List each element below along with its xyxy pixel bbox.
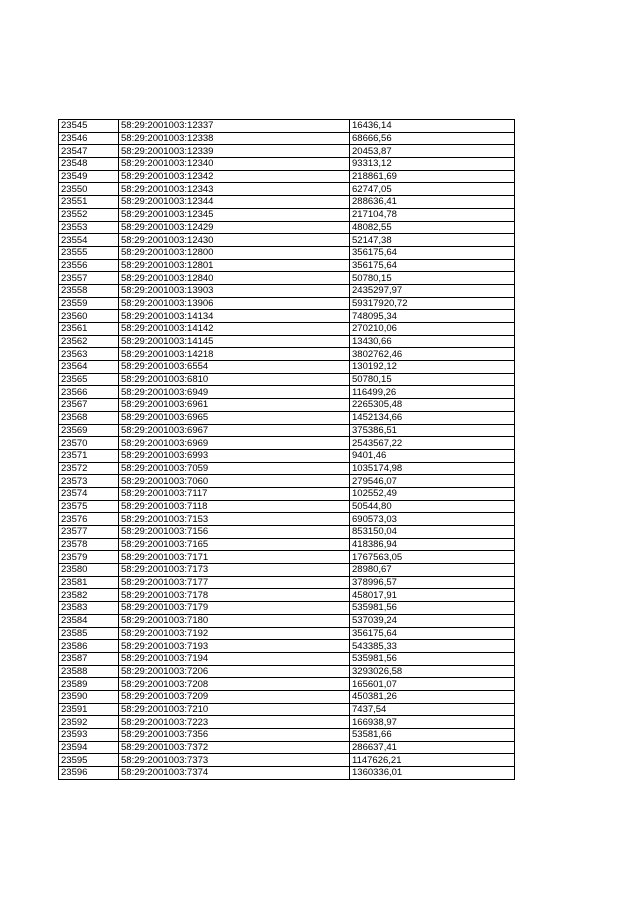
cadastral-number-cell: 58:29:2001003:6993: [119, 449, 350, 462]
table-row: [59, 729, 515, 742]
row-number-cell: 23565: [59, 373, 119, 386]
row-number-cell: 23558: [59, 284, 119, 297]
cadastral-number-cell: 58:29:2001003:12840: [119, 272, 350, 285]
value-cell: 1767563,05: [350, 551, 515, 564]
row-number-cell: 23553: [59, 221, 119, 234]
table-row: [59, 513, 515, 526]
value-cell: 1147626,21: [350, 754, 515, 767]
value-cell: 535981,56: [350, 602, 515, 615]
row-number-cell: 23585: [59, 627, 119, 640]
value-cell: 356175,64: [350, 246, 515, 259]
table-row: [59, 500, 515, 513]
row-number-cell: 23560: [59, 310, 119, 323]
table-row: [59, 373, 515, 386]
cadastral-number-cell: 58:29:2001003:13906: [119, 297, 350, 310]
data-table: [58, 119, 515, 780]
value-cell: 375386,51: [350, 424, 515, 437]
table-row: [59, 120, 515, 133]
value-cell: 3293026,58: [350, 665, 515, 678]
row-number-cell: 23572: [59, 462, 119, 475]
table-row: [59, 310, 515, 323]
table-row: [59, 754, 515, 767]
row-number-cell: 23582: [59, 589, 119, 602]
value-cell: 68666,56: [350, 132, 515, 145]
row-number-cell: 23595: [59, 754, 119, 767]
row-number-cell: 23591: [59, 703, 119, 716]
row-number-cell: 23552: [59, 208, 119, 221]
row-number-cell: 23568: [59, 411, 119, 424]
value-cell: 378996,57: [350, 576, 515, 589]
table-row: [59, 361, 515, 374]
cadastral-number-cell: 58:29:2001003:6969: [119, 437, 350, 450]
row-number-cell: 23592: [59, 716, 119, 729]
table-row: [59, 424, 515, 437]
row-number-cell: 23548: [59, 158, 119, 171]
cadastral-number-cell: 58:29:2001003:7372: [119, 741, 350, 754]
value-cell: 217104,78: [350, 208, 515, 221]
table-row: [59, 564, 515, 577]
value-cell: 48082,55: [350, 221, 515, 234]
row-number-cell: 23576: [59, 513, 119, 526]
cadastral-number-cell: 58:29:2001003:7165: [119, 538, 350, 551]
cadastral-number-cell: 58:29:2001003:12801: [119, 259, 350, 272]
value-cell: 270210,06: [350, 323, 515, 336]
cadastral-number-cell: 58:29:2001003:7208: [119, 678, 350, 691]
table-row: [59, 462, 515, 475]
row-number-cell: 23557: [59, 272, 119, 285]
table-row: [59, 411, 515, 424]
value-cell: 690573,03: [350, 513, 515, 526]
cadastral-number-cell: 58:29:2001003:7179: [119, 602, 350, 615]
value-cell: 28980,67: [350, 564, 515, 577]
table-row: [59, 652, 515, 665]
cadastral-number-cell: 58:29:2001003:12430: [119, 234, 350, 247]
value-cell: 748095,34: [350, 310, 515, 323]
row-number-cell: 23550: [59, 183, 119, 196]
row-number-cell: 23569: [59, 424, 119, 437]
value-cell: 53581,66: [350, 729, 515, 742]
value-cell: 279546,07: [350, 475, 515, 488]
table-row: [59, 716, 515, 729]
value-cell: 2265305,48: [350, 399, 515, 412]
table-row: [59, 576, 515, 589]
cadastral-number-cell: 58:29:2001003:12344: [119, 196, 350, 209]
value-cell: 166938,97: [350, 716, 515, 729]
table-row: [59, 526, 515, 539]
cadastral-number-cell: 58:29:2001003:7210: [119, 703, 350, 716]
table-row: [59, 158, 515, 171]
cadastral-number-cell: 58:29:2001003:7060: [119, 475, 350, 488]
row-number-cell: 23547: [59, 145, 119, 158]
row-number-cell: 23566: [59, 386, 119, 399]
row-number-cell: 23583: [59, 602, 119, 615]
row-number-cell: 23596: [59, 767, 119, 780]
value-cell: 286637,41: [350, 741, 515, 754]
row-number-cell: 23575: [59, 500, 119, 513]
row-number-cell: 23594: [59, 741, 119, 754]
cadastral-number-cell: 58:29:2001003:12338: [119, 132, 350, 145]
value-cell: 102552,49: [350, 487, 515, 500]
row-number-cell: 23588: [59, 665, 119, 678]
table-row: [59, 335, 515, 348]
row-number-cell: 23564: [59, 361, 119, 374]
row-number-cell: 23577: [59, 526, 119, 539]
table-row: [59, 690, 515, 703]
value-cell: 2543567,22: [350, 437, 515, 450]
cadastral-number-cell: 58:29:2001003:7153: [119, 513, 350, 526]
row-number-cell: 23554: [59, 234, 119, 247]
row-number-cell: 23567: [59, 399, 119, 412]
value-cell: 535981,56: [350, 652, 515, 665]
row-number-cell: 23573: [59, 475, 119, 488]
cadastral-number-cell: 58:29:2001003:7173: [119, 564, 350, 577]
cadastral-number-cell: 58:29:2001003:12343: [119, 183, 350, 196]
value-cell: 218861,69: [350, 170, 515, 183]
row-number-cell: 23561: [59, 323, 119, 336]
table-row: [59, 665, 515, 678]
cadastral-number-cell: 58:29:2001003:7194: [119, 652, 350, 665]
table-row: [59, 145, 515, 158]
table-row: [59, 208, 515, 221]
table-row: [59, 703, 515, 716]
cadastral-number-cell: 58:29:2001003:7192: [119, 627, 350, 640]
table-row: [59, 627, 515, 640]
table-row: [59, 196, 515, 209]
cadastral-number-cell: 58:29:2001003:12429: [119, 221, 350, 234]
cadastral-number-cell: 58:29:2001003:6965: [119, 411, 350, 424]
cadastral-number-cell: 58:29:2001003:7156: [119, 526, 350, 539]
value-cell: 50544,80: [350, 500, 515, 513]
row-number-cell: 23580: [59, 564, 119, 577]
row-number-cell: 23593: [59, 729, 119, 742]
cadastral-number-cell: 58:29:2001003:6810: [119, 373, 350, 386]
table-row: [59, 259, 515, 272]
row-number-cell: 23574: [59, 487, 119, 500]
table-row: [59, 741, 515, 754]
value-cell: 50780,15: [350, 373, 515, 386]
table-row: [59, 640, 515, 653]
value-cell: 288636,41: [350, 196, 515, 209]
cadastral-number-cell: 58:29:2001003:7206: [119, 665, 350, 678]
value-cell: 50780,15: [350, 272, 515, 285]
value-cell: 9401,46: [350, 449, 515, 462]
value-cell: 7437,54: [350, 703, 515, 716]
table-row: [59, 678, 515, 691]
table-row: [59, 386, 515, 399]
cadastral-number-cell: 58:29:2001003:12339: [119, 145, 350, 158]
table-row: [59, 589, 515, 602]
cadastral-number-cell: 58:29:2001003:7117: [119, 487, 350, 500]
value-cell: 116499,26: [350, 386, 515, 399]
cadastral-number-cell: 58:29:2001003:7223: [119, 716, 350, 729]
row-number-cell: 23586: [59, 640, 119, 653]
table-row: [59, 132, 515, 145]
cadastral-number-cell: 58:29:2001003:13903: [119, 284, 350, 297]
cadastral-number-cell: 58:29:2001003:7171: [119, 551, 350, 564]
row-number-cell: 23570: [59, 437, 119, 450]
row-number-cell: 23545: [59, 120, 119, 133]
cadastral-number-cell: 58:29:2001003:7059: [119, 462, 350, 475]
cadastral-number-cell: 58:29:2001003:7177: [119, 576, 350, 589]
cadastral-number-cell: 58:29:2001003:7356: [119, 729, 350, 742]
value-cell: 543385,33: [350, 640, 515, 653]
value-cell: 458017,91: [350, 589, 515, 602]
row-number-cell: 23590: [59, 690, 119, 703]
value-cell: 2435297,97: [350, 284, 515, 297]
value-cell: 3802762,46: [350, 348, 515, 361]
value-cell: 165601,07: [350, 678, 515, 691]
row-number-cell: 23556: [59, 259, 119, 272]
value-cell: 59317920,72: [350, 297, 515, 310]
row-number-cell: 23549: [59, 170, 119, 183]
row-number-cell: 23579: [59, 551, 119, 564]
value-cell: 93313,12: [350, 158, 515, 171]
cadastral-number-cell: 58:29:2001003:6554: [119, 361, 350, 374]
table-row: [59, 449, 515, 462]
cadastral-number-cell: 58:29:2001003:7374: [119, 767, 350, 780]
cadastral-number-cell: 58:29:2001003:12342: [119, 170, 350, 183]
value-cell: 853150,04: [350, 526, 515, 539]
cadastral-number-cell: 58:29:2001003:14134: [119, 310, 350, 323]
cadastral-number-cell: 58:29:2001003:12337: [119, 120, 350, 133]
cadastral-number-cell: 58:29:2001003:12800: [119, 246, 350, 259]
row-number-cell: 23562: [59, 335, 119, 348]
table-row: [59, 170, 515, 183]
table-row: [59, 602, 515, 615]
row-number-cell: 23571: [59, 449, 119, 462]
cadastral-number-cell: 58:29:2001003:7178: [119, 589, 350, 602]
row-number-cell: 23559: [59, 297, 119, 310]
cadastral-number-cell: 58:29:2001003:7209: [119, 690, 350, 703]
row-number-cell: 23578: [59, 538, 119, 551]
table-row: [59, 183, 515, 196]
table-row: [59, 399, 515, 412]
row-number-cell: 23584: [59, 614, 119, 627]
value-cell: 130192,12: [350, 361, 515, 374]
cadastral-number-cell: 58:29:2001003:7118: [119, 500, 350, 513]
cadastral-number-cell: 58:29:2001003:12345: [119, 208, 350, 221]
cadastral-number-cell: 58:29:2001003:12340: [119, 158, 350, 171]
value-cell: 16436,14: [350, 120, 515, 133]
table-row: [59, 246, 515, 259]
value-cell: 537039,24: [350, 614, 515, 627]
table-row: [59, 538, 515, 551]
row-number-cell: 23563: [59, 348, 119, 361]
cadastral-number-cell: 58:29:2001003:6949: [119, 386, 350, 399]
value-cell: 1035174,98: [350, 462, 515, 475]
row-number-cell: 23589: [59, 678, 119, 691]
value-cell: 418386,94: [350, 538, 515, 551]
cadastral-number-cell: 58:29:2001003:14145: [119, 335, 350, 348]
table-row: [59, 475, 515, 488]
value-cell: 450381,26: [350, 690, 515, 703]
value-cell: 20453,87: [350, 145, 515, 158]
row-number-cell: 23546: [59, 132, 119, 145]
cadastral-number-cell: 58:29:2001003:7373: [119, 754, 350, 767]
table-row: [59, 437, 515, 450]
table-row: [59, 767, 515, 780]
cadastral-number-cell: 58:29:2001003:7193: [119, 640, 350, 653]
row-number-cell: 23581: [59, 576, 119, 589]
row-number-cell: 23555: [59, 246, 119, 259]
table-row: [59, 297, 515, 310]
value-cell: 62747,05: [350, 183, 515, 196]
row-number-cell: 23551: [59, 196, 119, 209]
value-cell: 356175,64: [350, 259, 515, 272]
table-row: [59, 221, 515, 234]
value-cell: 356175,64: [350, 627, 515, 640]
value-cell: 13430,66: [350, 335, 515, 348]
cadastral-number-cell: 58:29:2001003:7180: [119, 614, 350, 627]
table-row: [59, 348, 515, 361]
table-row: [59, 284, 515, 297]
cadastral-number-cell: 58:29:2001003:14218: [119, 348, 350, 361]
table-row: [59, 323, 515, 336]
value-cell: 1452134,66: [350, 411, 515, 424]
cadastral-number-cell: 58:29:2001003:14142: [119, 323, 350, 336]
value-cell: 52147,38: [350, 234, 515, 247]
table-row: [59, 614, 515, 627]
table-row: [59, 551, 515, 564]
table-row: [59, 487, 515, 500]
cadastral-number-cell: 58:29:2001003:6967: [119, 424, 350, 437]
table-row: [59, 272, 515, 285]
table-row: [59, 234, 515, 247]
cadastral-number-cell: 58:29:2001003:6961: [119, 399, 350, 412]
row-number-cell: 23587: [59, 652, 119, 665]
table-body: [59, 120, 515, 780]
value-cell: 1360336,01: [350, 767, 515, 780]
